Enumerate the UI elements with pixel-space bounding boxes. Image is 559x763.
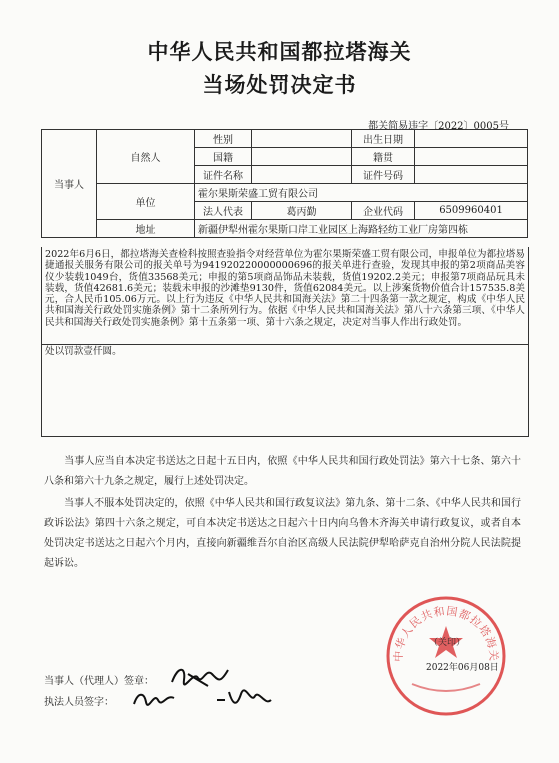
penalty-decision: 处以罚款壹仟圆。: [41, 344, 529, 437]
address-label: 地址: [97, 220, 195, 238]
document-number: 都关简易违字〔2022〕0005号: [368, 121, 509, 132]
party-label: 当事人: [42, 130, 97, 238]
appeal-notice-text: 当事人不服本处罚决定的，依照《中华人民共和国行政复议法》第九条、第十二条、《中华人民共和国行政诉讼法》第四十六条之规定，可自本决定书送达之日起六十日内向乌鲁木齐海关申请行政复议，或者自本处罚决定书送达之日起六个月内，直接向新疆维吾尔自治区高级人民法院伊犁哈萨克自治州分院人民法院提起诉讼。: [44, 498, 521, 569]
seal-text: 中华人民共和国都拉塔海关: [391, 604, 501, 663]
officer-signature-label: 执法人员签字：: [44, 697, 114, 708]
appeal-notice: [44, 494, 521, 574]
document-title: 中华人民共和国都拉塔海关: [147, 40, 412, 64]
nationality-value: [252, 148, 352, 166]
unit-label: 单位: [97, 184, 195, 220]
id-number-value: [415, 166, 528, 184]
payment-notice: [44, 452, 521, 492]
seal-label: （关印）: [429, 638, 466, 648]
native-place-value: [415, 148, 528, 166]
id-name-label: 证件名称: [195, 166, 252, 184]
address-value: 新疆伊犁州霍尔果斯口岸工业园区上海路轻纺工业厂房第四栋: [195, 220, 528, 238]
gender-value: [252, 130, 352, 148]
gender-label: 性别: [195, 130, 252, 148]
legal-rep-label: 法人代表: [195, 202, 252, 220]
decision-date: 2022年06月08日: [426, 663, 499, 673]
dob-value: [415, 130, 528, 148]
official-seal: [382, 592, 510, 720]
payment-notice-text: 当事人应当自本决定书送达之日起十五日内，依照《中华人民共和国行政处罚法》第六十七条、第六十八条和第六十九条之规定，履行上述处罚决定。: [44, 456, 521, 487]
violation-facts: 2022年6月6日，都拉塔海关查检科按照查验指令对经营单位为霍尔果斯荣盛工贸有限公司，申报单位为都拉塔易捷通报关服务有限公司的报关单号为941920220000000696的报关单进行查验，发现其申报的第2项商品美容仪少装载1049台，货值33568美元；申报的第5项商品饰品未装载，货值19202.2美元；申报第7项商品玩具未装载，货值42681.6美元；装载未申报的沙滩垫9130件，货值62084美元。以上涉案货物价值合计157535.8美元，合人民币105.06万元。以上行为违反《中华人民共和国海关法》第二十四条第一款之规定，构成《中华人民共和国海关行政处罚实施条例》第十二条所列行为。依据《中华人民共和国海关法》第八十六条第三项、《中华人民共和国海关行政处罚实施条例》第十五条第一项、第十六条之规定，决定对当事人作出行政处罚。: [41, 247, 529, 345]
party-info-table: [41, 129, 528, 238]
document-subtitle: 当场处罚决定书: [202, 73, 357, 97]
officer-signature-1: [130, 686, 180, 712]
enterprise-code-label: 企业代码: [352, 202, 415, 220]
dob-label: 出生日期: [352, 130, 415, 148]
legal-rep-value: 葛丙勤: [252, 202, 352, 220]
natural-person-label: 自然人: [97, 130, 195, 184]
nationality-label: 国籍: [195, 148, 252, 166]
party-signature-label: 当事人（代理人）签章：: [44, 676, 154, 687]
id-number-label: 证件号码: [352, 166, 415, 184]
officer-signature-2: [215, 686, 275, 712]
native-place-label: 籍贯: [352, 148, 415, 166]
unit-name: 霍尔果斯荣盛工贸有限公司: [195, 184, 528, 202]
enterprise-code-value: 6509960401: [415, 202, 528, 220]
id-name-value: [252, 166, 352, 184]
